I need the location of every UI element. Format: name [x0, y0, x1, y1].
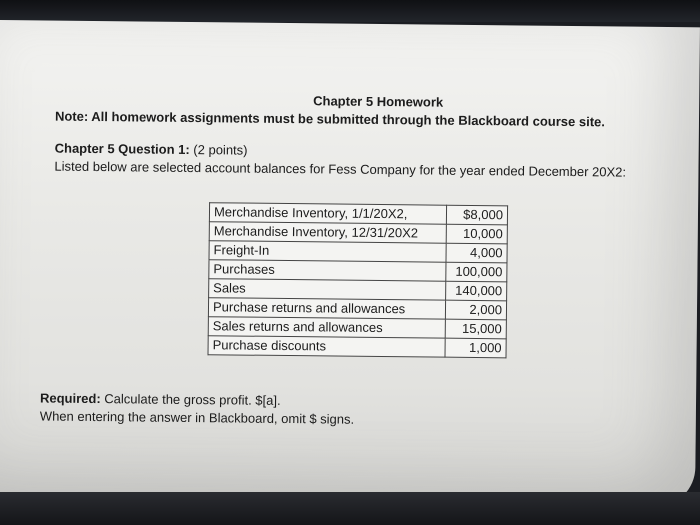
account-name: Merchandise Inventory, 1/1/20X2,	[209, 203, 446, 224]
account-amount: $8,000	[446, 205, 507, 225]
answer-instruction: When entering the answer in Blackboard, omit $ signs.	[39, 408, 355, 427]
table-row	[209, 260, 507, 282]
account-balances-table	[208, 202, 509, 358]
account-name: Merchandise Inventory, 12/31/20X2	[209, 222, 446, 243]
account-name: Purchase returns and allowances	[208, 298, 445, 319]
question-description: Listed below are selected account balances for Fess Company for the year ended December 20X2:	[54, 158, 627, 180]
table-row	[209, 203, 507, 225]
account-amount: 10,000	[446, 224, 507, 244]
account-amount: 4,000	[446, 243, 507, 263]
account-name: Freight-In	[209, 241, 446, 262]
submission-note: Note: All homework assignments must be submitted through the Blackboard course site.	[54, 108, 605, 130]
required-statement	[40, 390, 281, 408]
account-amount: 100,000	[446, 262, 507, 282]
required-label: Required:	[39, 390, 101, 407]
table-row	[208, 298, 506, 320]
document-page	[0, 20, 700, 507]
required-text: Calculate the gross profit. $[a].	[100, 391, 281, 408]
account-amount: 1,000	[445, 338, 506, 358]
question-heading	[55, 141, 248, 158]
account-name: Sales	[209, 279, 446, 300]
account-name: Purchase discounts	[208, 336, 445, 357]
table-row	[208, 317, 506, 339]
account-name: Purchases	[209, 260, 446, 281]
account-amount: 2,000	[445, 300, 506, 320]
monitor-bottom-bezel	[0, 492, 700, 525]
question-label: Chapter 5 Question 1:	[54, 140, 190, 157]
table-row	[209, 222, 507, 244]
question-points: (2 points)	[189, 141, 248, 158]
table-row	[208, 336, 506, 358]
account-name: Sales returns and allowances	[208, 317, 445, 338]
table-row	[209, 241, 507, 263]
account-amount: 140,000	[446, 281, 507, 301]
document-title: Chapter 5 Homework	[313, 93, 444, 110]
monitor-top-bezel	[0, 0, 700, 22]
account-amount: 15,000	[445, 319, 506, 339]
